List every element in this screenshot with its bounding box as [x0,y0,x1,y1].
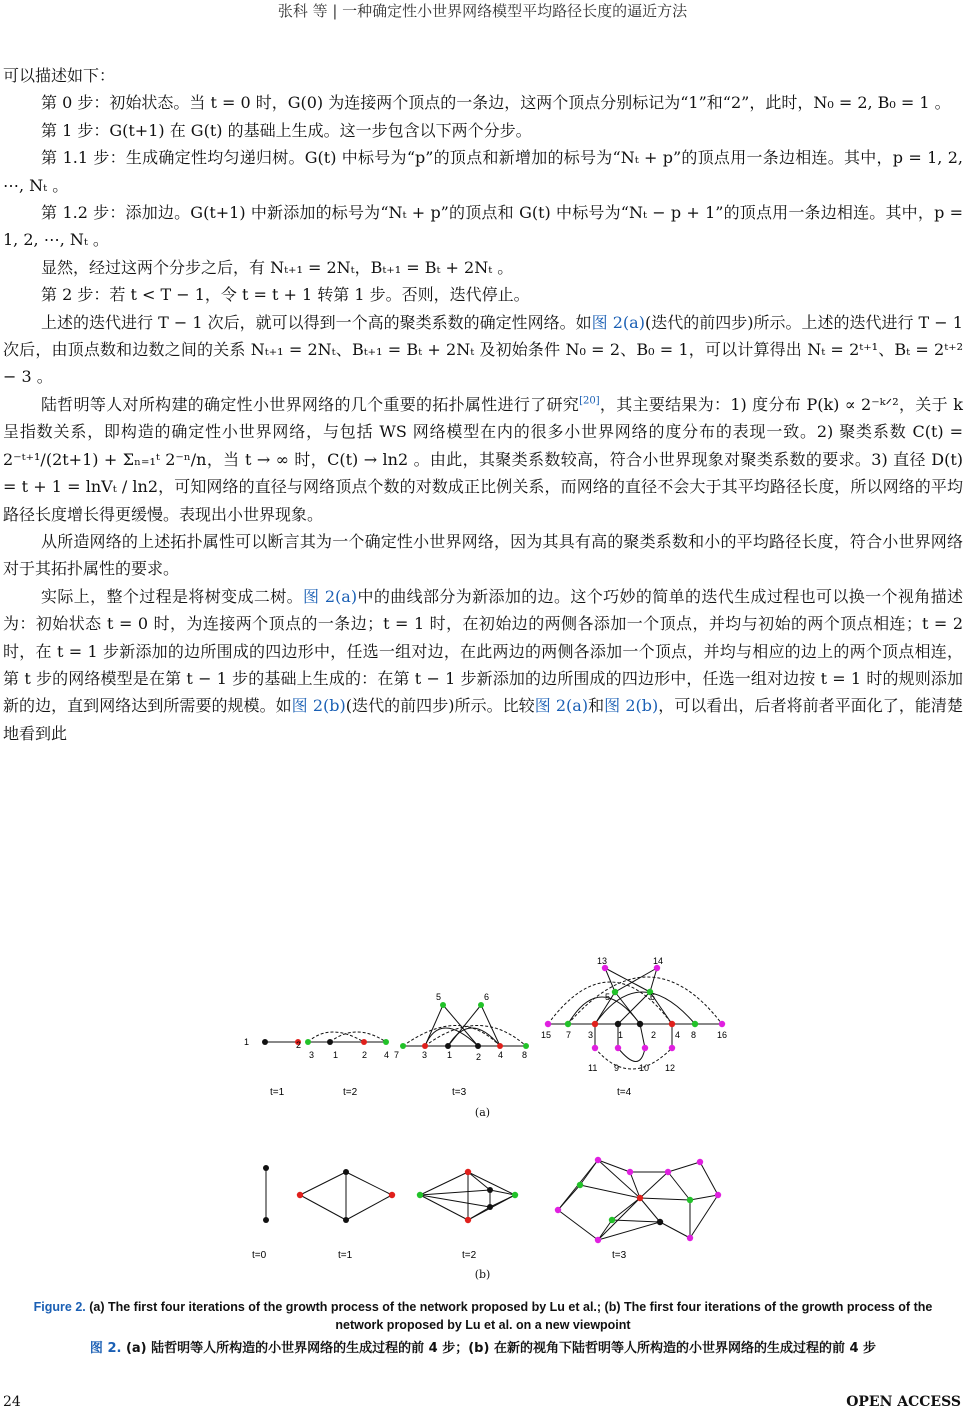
figure-link[interactable]: 图 2(b) [604,696,659,716]
node-label: 12 [665,1063,676,1073]
node [687,1235,693,1241]
node [615,1021,621,1027]
graph-t2 [305,1032,389,1045]
text-run: ，其主要结果为：1) 度分布 P(k) ∝ 2⁻ᵏᐟ²，关于 k 呈指数关系，即构造的确定性小世界网络，与包括 WS 网络模型在内的很多小世界网络的度分布的表现一致。2) 聚类系数 C(t) = 2⁻ᵗ⁺¹/(2t+1) + Σₙ₌₁ᵗ 2⁻ⁿ/n，当 t → ∞ 时，C(t) → ln2 。由此，其聚类系数较高，符合小世界现象对聚类系数的要求。3) 直径 D(t) = t + 1 = lnVₜ / ln2，可知网络的直径与网络顶点个数的对数成正比例关系，而网络的直径不会大于其平均路径长度，所以网络的平均路径长度增长得更缓慢。表现出小世界现象。 [3,394,963,524]
node-label: 6 [484,992,490,1002]
node-label: 4 [498,1050,504,1060]
graph-b-t3 [555,1157,721,1243]
node [665,1169,671,1175]
node-label: 9 [614,1063,620,1073]
graph-b-t1 [297,1169,395,1223]
paragraph [3,309,963,391]
node [545,1021,551,1027]
graph-t3 [400,1002,529,1049]
step-label: t=1 [338,1250,353,1261]
caption-text: (a) 陆哲明等人所构造的小世界网络的生成过程的前 4 步；(b) 在新的视角下陆哲明等人所构造的小世界网络的生成过程的前 4 步 [121,1341,877,1356]
node [595,1157,601,1163]
node-label: 15 [541,1030,552,1040]
text-run: (迭代的前四步)所示。比较 [345,696,535,716]
step-label: t=4 [617,1087,632,1098]
node-label: 2 [362,1050,368,1060]
body-text [3,62,963,747]
node-label: 2 [476,1052,482,1062]
caption-label: 图 2. [89,1341,122,1356]
paragraph: 第 1 步：G(t+1) 在 G(t) 的基础上生成。这一步包含以下两个分步。 [41,120,532,140]
figure-link[interactable]: 图 2(b) [291,696,346,716]
node [343,1217,349,1223]
step-label: t=2 [462,1250,477,1261]
paragraph [3,391,963,528]
citation-link[interactable]: [20] [579,395,600,407]
node [642,1045,648,1051]
node [497,1043,503,1049]
node [577,1182,583,1188]
node-label: 1 [618,1030,624,1040]
node [440,1002,446,1008]
node [523,1043,529,1049]
node-label: 1 [333,1050,339,1060]
node [627,1169,633,1175]
figure-2a [0,950,965,1100]
node [465,1169,471,1175]
caption-label: Figure 2. [33,1300,86,1314]
node [512,1192,518,1198]
node-label: 2 [651,1030,657,1040]
node [487,1187,493,1193]
node-label: 14 [653,956,664,966]
node [417,1192,423,1198]
node [637,1195,643,1201]
node [263,1217,269,1223]
subfigure-label: (b) [474,1268,491,1281]
node [565,1021,571,1027]
node [615,1045,621,1051]
node [305,1039,311,1045]
node [422,1043,428,1049]
node [555,1207,561,1213]
node [687,1197,693,1203]
node-label: 8 [691,1030,697,1040]
paragraph: 第 1.2 步：添加边。G(t+1) 中新添加的标号为“Nₜ + p”的顶点和 G(t) 中标号为“Nₜ − p + 1”的顶点用一条边相连。其中，p = 1, 2, ⋯, Nₜ 。 [3,203,963,250]
step-label: t=2 [343,1087,358,1098]
node [637,1021,643,1027]
node [465,1217,471,1223]
paragraph: 可以描述如下： [3,66,116,85]
node-label: 4 [384,1050,390,1060]
node-label: 5 [605,992,611,1002]
node-label: 2 [296,1040,302,1050]
node [327,1039,333,1045]
node [692,1021,698,1027]
figure-caption-en [8,1298,958,1334]
text-run: 中的曲线部分为新添加的边。这个巧妙的简单的迭代生成过程也可以换一个视角描述为：初始状态 t = 0 时，为连接两个顶点的一条边；t = 1 时，在初始边的两侧各添加一个顶点，并均与初始的两个顶点相连；t = 2 时，在 t = 1 步新添加的边所围成的四边形中，任选一组对边，在此两边的两侧各添加一个顶点，并均与相应的边上的两个顶点相连，第 t 步的网络模型是在第 t − 1 步的基础上生成的：在第 t − 1 步新添加的边所围成的四边形中，任选一组对边按 t = 1 时的规则添加新的边，直到网络达到所需要的规模。如 [3,586,963,716]
paragraph: 显然，经过这两个分步之后，有 Nₜ₊₁ = 2Nₜ，Bₜ₊₁ = Bₜ + 2Nₜ 。 [41,257,514,277]
node-label: 6 [650,992,656,1002]
step-label: t=3 [612,1250,627,1261]
node-label: 8 [522,1050,528,1060]
step-label: t=3 [452,1087,467,1098]
running-header: 张科 等 | 一种确定性小世界网络模型平均路径长度的逼近方法 [277,2,688,20]
node [609,1217,615,1223]
node-label: 5 [436,992,442,1002]
node [400,1043,406,1049]
node-label: 4 [675,1030,681,1040]
node-label: 3 [309,1050,315,1060]
step-label: t=1 [270,1087,285,1098]
node [343,1169,349,1175]
text-run: 上述的迭代进行 T − 1 次后，就可以得到一个高的聚类系数的确定性网络。如 [41,312,592,332]
figure-2b [0,1150,965,1265]
node-label: 7 [394,1050,400,1060]
node [389,1192,395,1198]
graph-t4 [545,965,728,1069]
open-access-label: OPEN ACCESS [846,1394,961,1410]
graph-t1 [244,1037,301,1050]
node [445,1043,451,1049]
figure-link[interactable]: 图 2(a) [303,586,358,606]
node [697,1159,703,1165]
caption-text: (a) The first four iterations of the growth process of the network proposed by Lu et al.; (b) The first four iterations of the growth process of the network proposed by Lu et al. on a new viewpoint [85,1300,933,1332]
node [719,1021,725,1027]
node [475,1043,481,1049]
node [669,1021,675,1027]
node-label: 11 [588,1063,598,1073]
node [297,1192,303,1198]
node [361,1039,367,1045]
node-label: 3 [422,1050,428,1060]
paragraph: 第 2 步：若 t < T − 1，令 t = t + 1 转第 1 步。否则，迭代停止。 [41,285,530,305]
node [383,1039,389,1045]
text-run: 陆哲明等人对所构建的确定性小世界网络的几个重要的拓扑属性进行了研究 [41,394,580,414]
node [592,1021,598,1027]
paragraph: 第 1.1 步：生成确定性均匀递归树。G(t) 中标号为“p”的顶点和新增加的标号为“Nₜ + p”的顶点用一条边相连。其中，p = 1, 2, ⋯, Nₜ 。 [3,148,963,195]
node-label: 10 [639,1063,650,1073]
node-label: 1 [447,1050,453,1060]
paragraph [3,583,963,747]
node [595,1237,601,1243]
node [263,1165,269,1171]
text-run: 实际上，整个过程是将树变成二树。 [41,586,304,606]
node-label: 1 [244,1037,250,1047]
figure-link[interactable]: 图 2(a) [591,312,645,332]
paragraph: 从所造网络的上述拓扑属性可以断言其为一个确定性小世界网络，因为其具有高的聚类系数和小的平均路径长度，符合小世界网络对于其拓扑属性的要求。 [3,531,963,579]
subfigure-label: (a) [474,1106,491,1119]
text-run: 和 [588,696,605,716]
node-label: 7 [566,1030,572,1040]
node-label: 13 [597,956,608,966]
node [612,989,618,995]
text-run: (迭代的前四步)所示。上述的迭代进行 T − 1 次后，由顶点数和边数之间的关系 Nₜ₊₁ = 2Nₜ、Bₜ₊₁ = Bₜ + 2Nₜ 及初始条件 N₀ = 2、B₀ = 1，可以计算得出 Nₜ = 2ᵗ⁺¹、Bₜ = 2ᵗ⁺² − 3 。 [3,312,963,387]
paragraph: 第 0 步：初始状态。当 t = 0 时，G(0) 为连接两个顶点的一条边，这两个顶点分别标记为“1”和“2”，此时，N₀ = 2, B₀ = 1 。 [41,93,951,113]
node [262,1039,268,1045]
figure-caption-zh [8,1337,958,1356]
node [669,1045,675,1051]
node-label: 16 [717,1030,728,1040]
text-run: ，可以看出，后者将前者平面化了，能清楚地看到此 [3,696,963,743]
node [657,1219,663,1225]
node [478,1002,484,1008]
graph-b-t2 [417,1169,518,1223]
node-label: 3 [588,1030,594,1040]
node [487,1204,493,1210]
figure-link[interactable]: 图 2(a) [534,696,589,716]
step-label: t=0 [252,1250,267,1261]
page-number: 24 [3,1394,21,1410]
node [592,1045,598,1051]
graph-b-t0 [263,1165,269,1223]
node [715,1192,721,1198]
